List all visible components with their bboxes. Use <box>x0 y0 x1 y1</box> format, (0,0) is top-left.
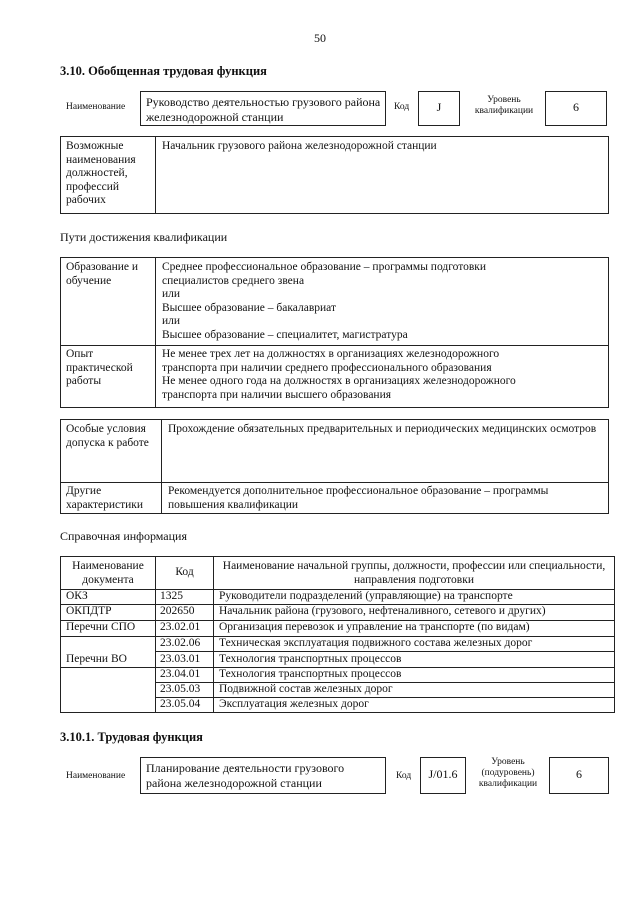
experience-line: транспорта при наличии высшего образования <box>162 388 392 401</box>
tf-level-label: Уровень (подуровень) квалификации <box>478 757 538 789</box>
ref-cell-name: Техническая эксплуатация подвижного состава железных дорог <box>219 637 533 649</box>
ref-cell-code: 23.02.06 <box>160 637 201 649</box>
experience-text <box>162 348 606 402</box>
tf-section-title: 3.10.1. Трудовая функция <box>60 730 203 744</box>
gtf-code-value: J <box>436 100 442 114</box>
ref-cell-name: Эксплуатация железных дорог <box>219 698 369 710</box>
positions-label: Возможные наименования должностей, профессий рабочих <box>66 140 136 206</box>
education-label: Образование и обучение <box>66 261 139 287</box>
reference-title: Справочная информация <box>60 529 187 543</box>
education-text <box>162 261 606 342</box>
section-title: 3.10. Обобщенная трудовая функция <box>60 64 267 78</box>
gtf-code-box <box>418 91 460 126</box>
ref-cell-code: 23.02.01 <box>160 621 201 633</box>
education-line: или <box>162 288 181 300</box>
tf-code-label: Код <box>396 771 412 781</box>
tf-name-box <box>140 757 386 794</box>
gtf-level-label: Уровень квалификации <box>474 95 534 116</box>
ref-cell-code: 23.05.04 <box>160 698 201 710</box>
ref-header-doc: Наименование документа <box>72 560 144 586</box>
qual-paths-title: Пути достижения квалификации <box>60 230 228 244</box>
ref-cell-doc: ОКЗ <box>66 590 88 602</box>
special-value: Прохождение обязательных предварительных и периодических медицинских осмотров <box>168 423 597 435</box>
ref-cell-name: Подвижной состав железных дорог <box>219 683 393 695</box>
experience-line: Не менее трех лет на должностях в организациях железнодорожного <box>162 348 500 360</box>
gtf-name-box <box>140 91 386 126</box>
tf-name-value: Планирование деятельности грузового района железнодорожной станции <box>146 761 345 790</box>
conditions-table <box>60 419 609 514</box>
gtf-level-value: 6 <box>573 100 579 114</box>
education-line: или <box>162 315 181 327</box>
ref-cell-name: Организация перевозок и управление на транспорте (по видам) <box>219 621 530 633</box>
education-line: специалистов среднего звена <box>162 274 305 287</box>
ref-cell-code: 23.05.03 <box>160 683 201 695</box>
ref-header-code: Код <box>175 566 194 578</box>
positions-table <box>60 136 609 214</box>
ref-cell-name: Технология транспортных процессов <box>219 653 402 665</box>
other-value: Рекомендуется дополнительное профессиональное образование – программы повышения квалификации <box>168 485 549 511</box>
ref-cell-name: Руководители подразделений (управляющие) на транспорте <box>219 590 513 602</box>
ref-cell-name: Начальник района (грузового, нефтеналивного, сетевого и других) <box>219 605 546 617</box>
experience-line: транспорта при наличии среднего профессионального образования <box>162 361 492 374</box>
ref-cell-code: 23.04.01 <box>160 668 201 680</box>
ref-cell-code: 1325 <box>160 590 183 602</box>
ref-cell-code: 202650 <box>160 605 195 617</box>
gtf-code-label: Код <box>394 102 410 112</box>
ref-header-name: Наименование начальной группы, должности, профессии или специальности, направления подготовки <box>222 560 606 586</box>
other-label: Другие характеристики <box>66 485 144 511</box>
gtf-name-value: Руководство деятельностью грузового района железнодорожной станции <box>146 95 381 124</box>
tf-code-value: J/01.6 <box>428 767 458 781</box>
experience-line: Не менее одного года на должностях в организациях железнодорожного <box>162 375 516 387</box>
education-line: Высшее образование – специалитет, магистратура <box>162 328 408 341</box>
gtf-name-label: Наименование <box>66 102 126 112</box>
experience-label: Опыт практической работы <box>66 348 133 387</box>
ref-cell-doc: Перечни СПО <box>66 621 136 633</box>
education-table <box>60 257 609 408</box>
education-line: Среднее профессиональное образование – программы подготовки <box>162 261 487 273</box>
tf-name-label: Наименование <box>66 771 126 781</box>
ref-cell-name: Технология транспортных процессов <box>219 668 402 680</box>
education-line: Высшее образование – бакалавриат <box>162 301 336 314</box>
positions-value: Начальник грузового района железнодорожной станции <box>162 140 437 152</box>
ref-cell-doc: Перечни ВО <box>66 653 127 665</box>
tf-code-box <box>420 757 466 794</box>
special-label: Особые условия допуска к работе <box>66 423 149 449</box>
gtf-level-box <box>545 91 607 126</box>
tf-level-box <box>549 757 609 794</box>
page-number: 50 <box>314 31 326 45</box>
tf-level-value: 6 <box>576 767 582 781</box>
ref-cell-code: 23.03.01 <box>160 653 201 665</box>
ref-cell-doc: ОКПДТР <box>66 605 112 617</box>
reference-table <box>60 556 615 713</box>
